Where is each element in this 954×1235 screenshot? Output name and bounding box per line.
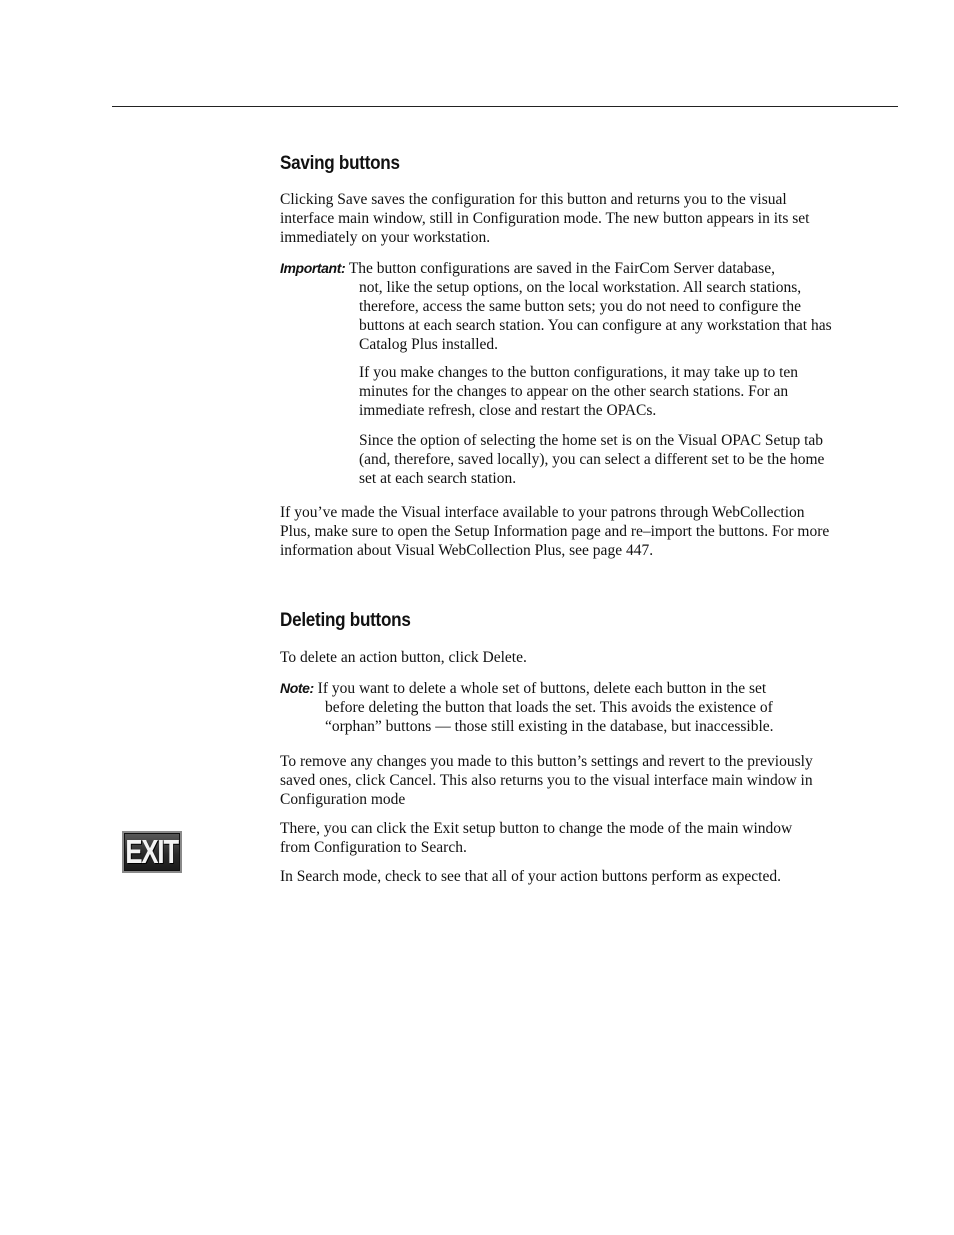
note-first-line bbox=[280, 679, 840, 698]
note-rest-paragraph: before deleting the button that loads the set. This avoids the existence of “orphan” buttons — those still existing in the database, but inaccessible. bbox=[325, 699, 774, 735]
note-label: Note: bbox=[280, 680, 314, 696]
important-first-line bbox=[280, 259, 840, 278]
cancel-paragraph: To remove any changes you made to this button’s settings and revert to the previously saved ones, click Cancel. This also returns you to the visual interface main window in Configuration mode bbox=[280, 753, 813, 808]
header-rule bbox=[112, 106, 898, 107]
search-mode-paragraph: In Search mode, check to see that all of your action buttons perform as expected. bbox=[280, 868, 781, 885]
exit-sign-label: EXIT bbox=[125, 833, 179, 870]
important-label: Important: bbox=[280, 260, 346, 276]
saving-buttons-heading: Saving buttons bbox=[280, 153, 400, 174]
important-paragraph-3: Since the option of selecting the home set is on the Visual OPAC Setup tab (and, therefore, saved locally), you can select a different set to be the home set at each search station. bbox=[359, 432, 825, 487]
important-rest-paragraph: not, like the setup options, on the local workstation. All search stations, therefore, access the same button sets; you do not need to configure the buttons at each search station. You can configure at any workstation that has Catalog Plus installed. bbox=[359, 279, 832, 353]
deleting-buttons-heading: Deleting buttons bbox=[280, 610, 411, 631]
webcollection-paragraph: If you’ve made the Visual interface available to your patrons through WebCollection Plus, make sure to open the Setup Information page and re–import the buttons. For more information about Visual WebCollection Plus, see page 447. bbox=[280, 504, 830, 559]
exit-setup-paragraph: There, you can click the Exit setup button to change the mode of the main window from Configuration to Search. bbox=[280, 820, 793, 856]
exit-sign-icon bbox=[122, 831, 182, 873]
saving-intro-paragraph: Clicking Save saves the configuration for this button and returns you to the visual interface main window, still in Configuration mode. The new button appears in its set immediately on your workstation. bbox=[280, 191, 810, 246]
note-first-text: If you want to delete a whole set of buttons, delete each button in the set bbox=[317, 680, 767, 697]
deleting-intro-paragraph: To delete an action button, click Delete. bbox=[280, 649, 527, 666]
important-first-text: The button configurations are saved in the FairCom Server database, bbox=[348, 260, 775, 277]
important-paragraph-2: If you make changes to the button configurations, it may take up to ten minutes for the changes to appear on the other search stations. For an immediate refresh, close and restart the OPACs. bbox=[359, 364, 799, 419]
